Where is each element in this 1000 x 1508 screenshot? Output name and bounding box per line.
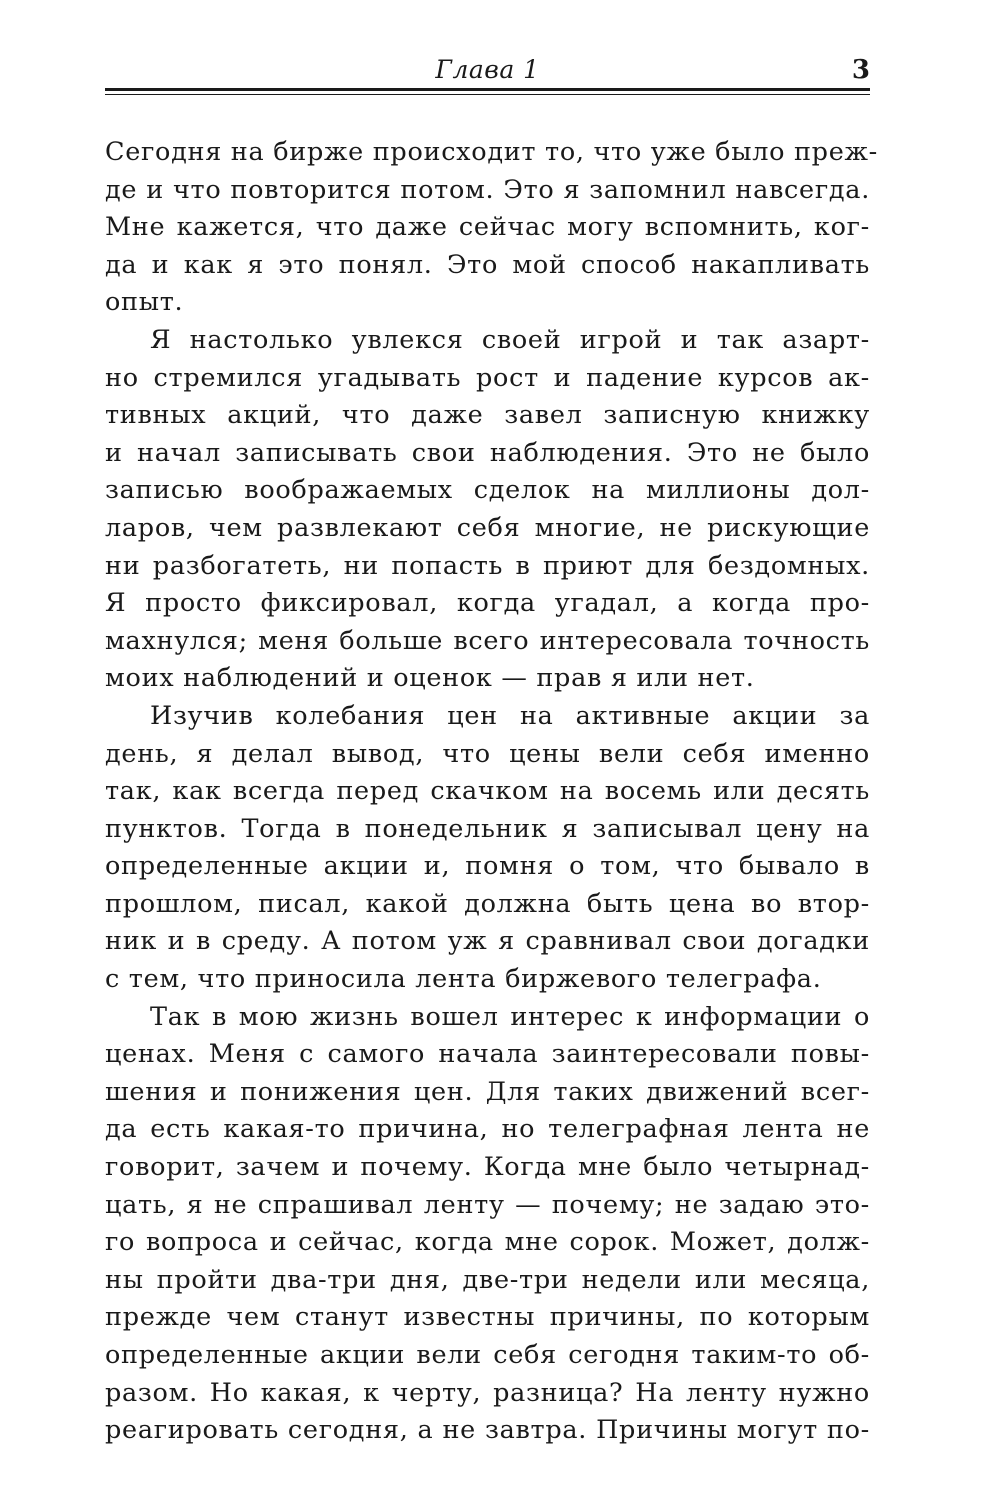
text-line: моих наблюдений и оценок — прав я или нет. bbox=[105, 663, 755, 694]
text-line: говорит, зачем и почему. Когда мне было четырнад- bbox=[105, 1152, 870, 1183]
text-line: определенные акции и, помня о том, что бывало в bbox=[105, 851, 870, 882]
text-line: Я просто фиксировал, когда угадал, а когда про- bbox=[105, 588, 870, 619]
text-line: тивных акций, что даже завел записную книжку bbox=[105, 400, 870, 431]
text-line: разом. Но какая, к черту, разница? На ленту нужно bbox=[105, 1377, 870, 1408]
text-line: ценах. Меня с самого начала заинтересовали повы- bbox=[105, 1039, 870, 1070]
text-line: опыт. bbox=[105, 287, 184, 318]
text-line: пунктов. Тогда в понедельник я записывал цену на bbox=[105, 813, 870, 844]
text-line: ник и в среду. А потом уж я сравнивал свои догадки bbox=[105, 926, 870, 957]
text-line: Изучив колебания цен на активные акции за bbox=[150, 700, 870, 731]
paragraph bbox=[105, 322, 870, 698]
text-line: махнулся; меня больше всего интересовала точность bbox=[105, 625, 870, 656]
text-line: записью воображаемых сделок на миллионы дол- bbox=[105, 475, 870, 506]
text-line: Я настолько увлекся своей игрой и так азарт- bbox=[150, 324, 870, 355]
text-line: определенные акции вели себя сегодня таким-то об- bbox=[105, 1340, 870, 1370]
text-line: так, как всегда перед скачком на восемь или десять bbox=[105, 776, 870, 807]
text-line: прошлом, писал, какой должна быть цена во втор- bbox=[105, 888, 870, 919]
paragraph bbox=[105, 698, 870, 999]
body-text bbox=[105, 134, 878, 1450]
text-line: шения и понижения цен. Для таких движений всег- bbox=[105, 1076, 870, 1107]
running-head bbox=[105, 52, 870, 88]
text-line: цать, я не спрашивал ленту — почему; не задаю это- bbox=[105, 1189, 870, 1220]
text-line: да есть какая-то причина, но телеграфная лента не bbox=[105, 1114, 870, 1145]
text-line: но стремился угадывать рост и падение курсов ак- bbox=[105, 362, 870, 393]
text-line: да и как я это понял. Это мой способ накапливать bbox=[105, 249, 870, 280]
text-line: и начал записывать свои наблюдения. Это не было bbox=[105, 437, 870, 468]
text-line: ны пройти два-три дня, две-три недели или месяца, bbox=[105, 1264, 870, 1295]
text-line: ни разбогатеть, ни попасть в приют для бездомных. bbox=[105, 550, 870, 581]
text-line: реагировать сегодня, а не завтра. Причины могут по- bbox=[105, 1415, 870, 1446]
text-line: де и что повторится потом. Это я запомнил навсегда. bbox=[105, 174, 870, 205]
text-line: с тем, что приносила лента биржевого телеграфа. bbox=[105, 964, 822, 995]
book-page bbox=[105, 0, 878, 1508]
text-line: ларов, чем развлекают себя многие, не рискующие bbox=[105, 512, 870, 543]
page-number: 3 bbox=[851, 55, 870, 85]
text-line: прежде чем станут известны причины, по которым bbox=[105, 1302, 870, 1333]
paragraph bbox=[105, 134, 878, 322]
text-line: день, я делал вывод, что цены вели себя именно bbox=[105, 738, 870, 769]
text-line: Так в мою жизнь вошел интерес к информации о bbox=[150, 1001, 870, 1032]
text-line: Сегодня на бирже происходит то, что уже было преж- bbox=[105, 137, 878, 167]
header-rule bbox=[105, 88, 870, 95]
text-line: Мне кажется, что даже сейчас могу вспомнить, ког- bbox=[105, 212, 870, 243]
text-line: го вопроса и сейчас, когда мне сорок. Может, долж- bbox=[105, 1227, 870, 1258]
chapter-title: Глава 1 bbox=[435, 55, 540, 84]
paragraph bbox=[105, 999, 870, 1450]
